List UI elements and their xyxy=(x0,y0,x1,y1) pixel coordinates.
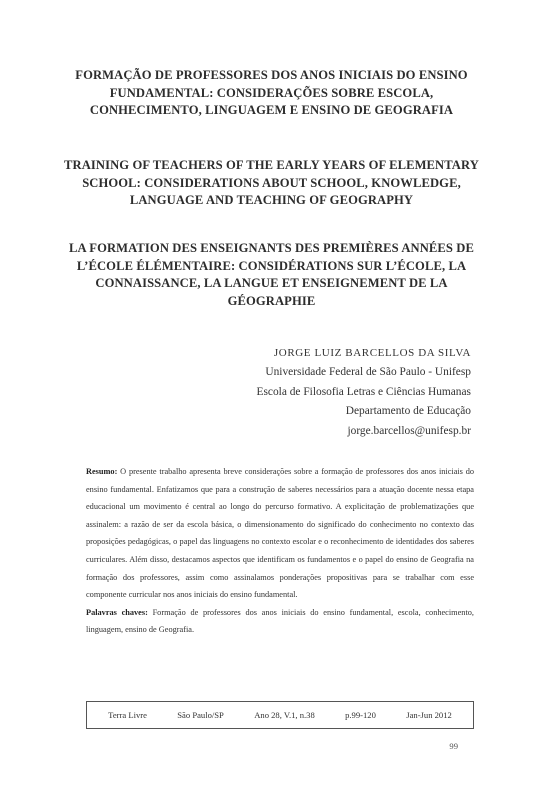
author-school: Escola de Filosofia Letras e Ciências Humanas xyxy=(256,385,471,398)
keywords-label: Palavras chaves: xyxy=(86,607,148,617)
author-email: jorge.barcellos@unifesp.br xyxy=(347,424,471,437)
author-name: JORGE LUIZ BARCELLOS DA SILVA xyxy=(273,347,471,359)
journal-city: São Paulo/SP xyxy=(177,710,224,720)
title-english: TRAINING OF TEACHERS OF THE EARLY YEARS OF ELEMENTARY SCHOOL: CONSIDERATIONS ABOUT SCHOOL, KNOWLEDGE, LANGUAGE AND TEACHING OF GEOGRAPHY xyxy=(64,158,479,207)
author-block xyxy=(257,344,471,441)
journal-pages: p.99-120 xyxy=(345,710,376,720)
keywords-text: Formação de professores dos anos iniciais do ensino fundamental, escola, conhecimento, linguagem, ensino de Geografia. xyxy=(86,607,474,635)
abstract-block xyxy=(86,463,474,639)
journal-date: Jan-Jun 2012 xyxy=(406,710,452,720)
page-number: 99 xyxy=(449,741,458,751)
abstract-label: Resumo: xyxy=(86,467,118,476)
title-portuguese: FORMAÇÃO DE PROFESSORES DOS ANOS INICIAIS DO ENSINO FUNDAMENTAL: CONSIDERAÇÕES SOBRE ESCOLA, CONHECIMENTO, LINGUAGEM E ENSINO DE GEOGRAFIA xyxy=(75,68,468,117)
journal-name: Terra Livre xyxy=(108,710,147,720)
author-university: Universidade Federal de São Paulo - Unifesp xyxy=(265,366,471,379)
abstract-paragraph xyxy=(86,463,474,604)
author-department: Departamento de Educação xyxy=(345,405,471,418)
journal-volume: Ano 28, V.1, n.38 xyxy=(254,710,315,720)
citation-box xyxy=(86,701,474,729)
title-french: LA FORMATION DES ENSEIGNANTS DES PREMIÈRES ANNÉES DE L’ÉCOLE ÉLÉMENTAIRE: CONSIDÉRATIONS SUR L’ÉCOLE, LA CONNAISSANCE, LA LANGUE ET ENSEIGNEMENT DE LA GÉOGRAPHIE xyxy=(69,241,474,308)
keywords-paragraph xyxy=(86,604,474,639)
abstract-text: O presente trabalho apresenta breve considerações sobre a formação de professores dos anos iniciais do ensino fundamental. Enfatizamos que para a construção de saberes necessários para a atuação docente nessa etapa educacional um movimento é central ao longo do percurso formativo. A explicitação de problematizações que assinalem: a razão de ser da escola básica, o dimensionamento do significado do conhecimento no contexto das proposições pedagógicas, o papel das linguagens no contexto escolar e o reconhecimento de identidades dos saberes curriculares. Além disso, destacamos aspectos que identificam os fundamentos e o papel do ensino de Geografia na formação dos professores, assim como assinalamos ponderações propositivas para se trabalhar com esse componente curricular nos anos iniciais do ensino fundamental. xyxy=(86,467,475,600)
